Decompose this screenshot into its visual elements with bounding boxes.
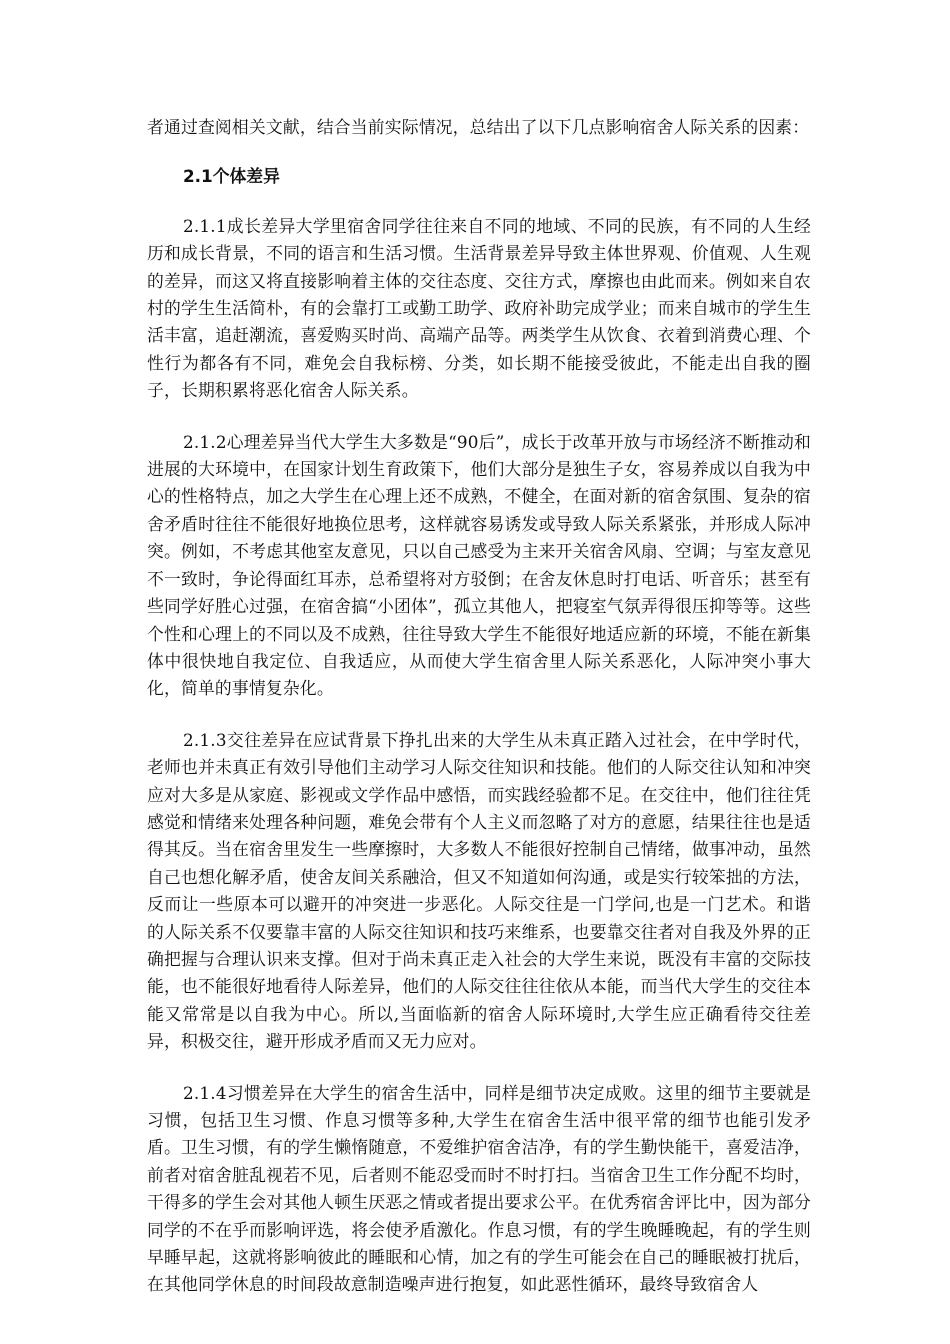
intro-paragraph: 者通过查阅相关文献，结合当前实际情况，总结出了以下几点影响宿舍人际关系的因素：	[147, 117, 810, 137]
paragraph-growth-difference: 2.1.1成长差异大学里宿舍同学往往来自不同的地域、不同的民族，有不同的人生经历和成长背景，不同的语言和生活习惯。生活背景差异导致主体世界观、价值观、人生观的差异，而这又将直接影响着主体的交往态度、交往方式，摩擦也由此而来。例如来自农村的学生生活简朴，有的会靠打工或勤工助学、政府补助完成学业；而来自城市的学生生活丰富，追赶潮流，喜爱购买时尚、高端产品等。两类学生从饮食、衣着到消费心理、个性行为都各有不同，难免会自我标榜、分类，如长期不能接受彼此，不能走出自我的圈子，长期积累将恶化宿舍人际关系。	[147, 215, 811, 401]
document-page	[147, 114, 811, 1299]
paragraph-psychological-difference: 2.1.2心理差异当代大学生大多数是“90后”，成长于改革开放与市场经济不断推动和进展的大环境中，在国家计划生育政策下，他们大部分是独生子女，容易养成以自我为中心的性格特点，加之大学生在心理上还不成熟，不健全，在面对新的宿舍氛围、复杂的宿舍矛盾时往往不能很好地换位思考，这样就容易诱发或导致人际关系紧张，并形成人际冲突。例如，不考虑其他室友意见，只以自己感受为主来开关宿舍风扇、空调；与室友意见不一致时，争论得面红耳赤，总希望将对方驳倒；在舍友休息时打电话、听音乐；甚至有些同学好胜心过强，在宿舍搞“小团体”，孤立其他人，把寝室气氛弄得很压抑等等。这些个性和心理上的不同以及不成熟，往往导致大学生不能很好地适应新的环境，不能在新集体中很快地自我定位、自我适应，从而使大学生宿舍里人际关系恶化，人际冲突小事大化，简单的事情复杂化。	[147, 431, 811, 699]
paragraph-habit-difference: 2.1.4习惯差异在大学生的宿舍生活中，同样是细节决定成败。这里的细节主要就是习惯，包括卫生习惯、作息习惯等多种,大学生在宿舍生活中很平常的细节也能引发矛盾。卫生习惯，有的学生懒惰随意，不爱维护宿舍洁净，有的学生勤快能干，喜爱洁净，前者对宿舍脏乱视若不见，后者则不能忍受而时不时打扫。当宿舍卫生工作分配不均时，干得多的学生会对其他人顿生厌恶之情或者提出要求公平。在优秀宿舍评比中，因为部分同学的不在乎而影响评选，将会使矛盾激化。作息习惯，有的学生晚睡晚起，有的学生则早睡早起，这就将影响彼此的睡眠和心情，加之有的学生可能会在自己的睡眠被打扰后，在其他同学休息的时间段故意制造噪声进行抱复，如此恶性循环，最终导致宿舍人	[147, 1082, 811, 1295]
section-heading: 2.1个体差异	[183, 166, 280, 187]
paragraph-communication-difference: 2.1.3交往差异在应试背景下挣扎出来的大学生从未真正踏入过社会，在中学时代，老师也并未真正有效引导他们主动学习人际交往知识和技能。他们的人际交往认知和冲突应对大多是从家庭、影视或文学作品中感悟，而实践经验都不足。在交往中，他们往往凭感觉和情绪来处理各种问题，难免会带有个人主义而忽略了对方的意愿，结果往往也是适得其反。当在宿舍里发生一些摩擦时，大多数人不能很好控制自己情绪，做事冲动，虽然自己也想化解矛盾，使舍友间关系融洽，但又不知道如何沟通，或是实行较笨拙的方法，反而让一些原本可以避开的冲突进一步恶化。人际交往是一门学问,也是一门艺术。和谐的人际关系不仅要靠丰富的人际交往知识和技巧来维系，也要靠交往者对自我及外界的正确把握与合理认识来支撑。但对于尚未真正走入社会的大学生来说，既没有丰富的交际技能，也不能很好地看待人际差异，他们的人际交往往往依从本能，而当代大学生的交往本能又常常是以自我为中心。所以,当面临新的宿舍人际环境时,大学生应正确看待交往差异，积极交往，避开形成矛盾而又无力应对。	[147, 729, 811, 1052]
